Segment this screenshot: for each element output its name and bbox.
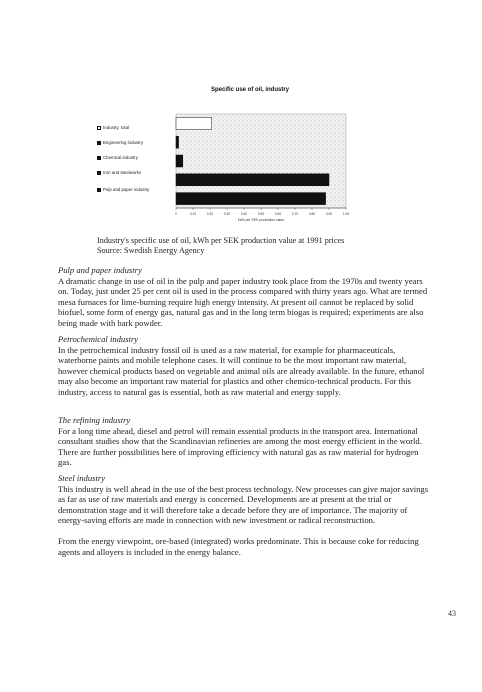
legend-item <box>97 154 138 162</box>
legend-swatch <box>97 171 101 175</box>
section-heading: The refining industry <box>58 415 131 425</box>
caption-source: Source: Swedish Energy Agency <box>97 246 205 255</box>
chart-plot <box>170 112 355 232</box>
legend-label: Pulp and paper industry <box>103 187 150 192</box>
legend-label: Engineering industry <box>103 140 144 145</box>
section-refining <box>58 415 430 468</box>
section-body-extra: From the energy viewpoint, ore-based (integrated) works predominate. This is because coke for reducing agents and alloyers is included in the energy balance. <box>58 535 419 557</box>
section-body: This industry is well ahead in the use of the best process technology. New processes can give major savings as far as use of raw materials and energy is concerned. Developments are at present at the trial or demonstration stage and it will therefore take a decade before they are of importance. The majority of energy-saving efforts are made in connection with new investment or radical reconstruction. <box>58 483 429 526</box>
caption-line: Industry's specific use of oil, kWh per SEK production value at 1991 prices <box>97 236 345 245</box>
x-tick-label: 0.90 <box>325 212 333 216</box>
section-body: A dramatic change in use of oil in the pulp and paper industry took place from the 1970s and twenty years on. Today, just under 25 per cent oil is used in the process compared with thirty years ago. What are termed mesa furnaces for lime-burning require high energy intensity. At present oil cannot be replaced by solid biofuel, some form of energy gas, natural gas and in the long term biogas is required; experiments are also being made with bark powder. <box>58 275 428 328</box>
x-tick-label: 0.70 <box>291 212 299 216</box>
x-tick-label: 1.00 <box>342 212 350 216</box>
legend-swatch <box>97 188 101 192</box>
bar <box>176 174 329 186</box>
x-tick-label: 0.40 <box>240 212 248 216</box>
bar <box>176 117 212 129</box>
section-body: In the petrochemical industry fossil oil is used as a raw material, for example for pharmaceuticals, waterborne paints and mobile telephone cases. It will continue to be the most important raw material, however chemical products based on vegetable and animal oils are already available. In the future, ethanol may also become an important raw material for plastics and other chemico-technical products. For this industry, access to natural gas is essential, both as raw material and energy supply. <box>58 344 425 397</box>
legend-item <box>97 124 129 132</box>
x-tick-label: 0.10 <box>189 212 197 216</box>
section-heading: Pulp and paper industry <box>58 265 142 275</box>
x-axis-label: kWh per SEK production value <box>237 218 285 222</box>
x-tick-label: 0 <box>175 212 177 216</box>
figure-caption <box>97 236 344 256</box>
x-tick-label: 0.30 <box>223 212 231 216</box>
bar <box>176 136 179 148</box>
legend-item <box>97 169 141 177</box>
section-body: For a long time ahead, diesel and petrol will remain essential products in the transport area. International consultant studies show that the Scandinavian refineries are among the most energy efficient in the world. There are further possibilities here of improving efficiency with natural gas as raw material for hydrogen gas. <box>58 425 422 468</box>
x-tick-label: 0.80 <box>308 212 316 216</box>
legend-item <box>97 186 149 194</box>
legend-swatch <box>97 141 101 145</box>
legend-label: Industry, total <box>103 125 130 130</box>
section-petrochemical <box>58 334 430 398</box>
legend-label: Chemical industry <box>103 155 138 160</box>
page-number: 43 <box>448 609 456 618</box>
x-tick-label: 0.60 <box>274 212 282 216</box>
x-tick-label: 0.20 <box>206 212 214 216</box>
legend-swatch <box>97 156 101 160</box>
legend-item <box>97 139 143 147</box>
legend-swatch <box>97 126 101 130</box>
bar <box>176 155 183 167</box>
section-steel <box>58 473 430 557</box>
chart-title: Specific use of oil, industry <box>210 87 289 93</box>
section-heading: Steel industry <box>58 473 106 483</box>
bar <box>176 193 326 205</box>
section-heading: Petrochemical industry <box>58 334 139 344</box>
section-pulp-paper <box>58 265 430 329</box>
legend-label: Iron and steelworks <box>103 170 142 175</box>
x-tick-label: 0.50 <box>257 212 265 216</box>
